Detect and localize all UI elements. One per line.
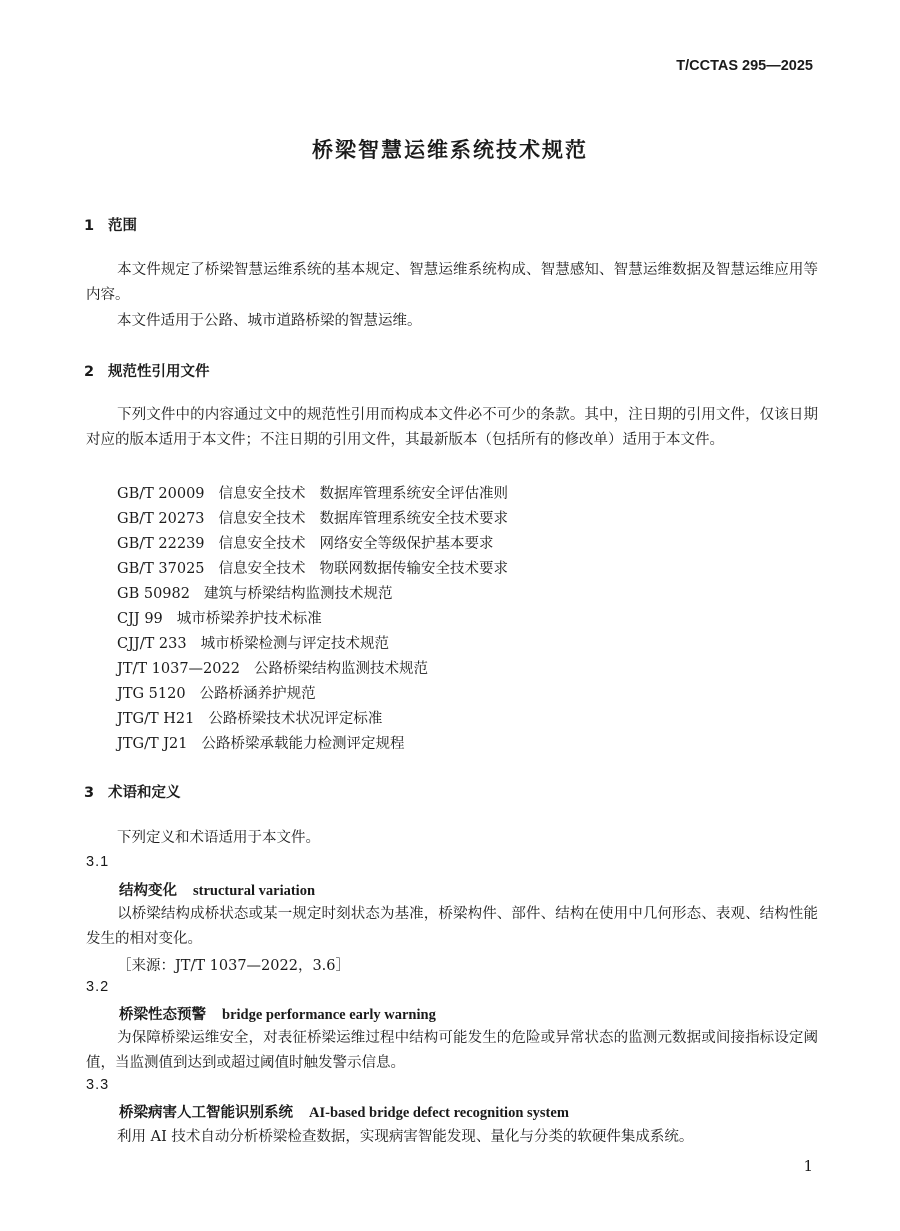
reference-item xyxy=(117,507,508,528)
section-number: 1 xyxy=(84,218,95,234)
reference-title: 物联网数据传输安全技术要求 xyxy=(319,561,509,577)
section-1-paragraph-2 xyxy=(86,309,818,334)
reference-title: 建筑与桥梁结构监测技术规范 xyxy=(203,586,393,602)
reference-code: CJJ/T 233 xyxy=(117,636,187,652)
reference-category: 信息安全技术 xyxy=(218,486,306,502)
section-1-paragraph-1 xyxy=(86,258,818,308)
page-number: 1 xyxy=(803,1157,813,1175)
paragraph-text: 本文件适用于公路、城市道路桥梁的智慧运维。 xyxy=(117,313,422,329)
reference-code: JTG/T J21 xyxy=(117,736,188,752)
section-1-heading xyxy=(84,214,137,235)
term-definition xyxy=(86,1026,818,1076)
reference-item xyxy=(117,557,508,578)
term-zh: 结构变化 xyxy=(119,882,177,899)
paragraph-text: 下列文件中的内容通过文中的规范性引用而构成本文件必不可少的条款。其中，注日期的引用文件，仅该日期对应的版本适用于本文件；不注日期的引用文件，其最新版本（包括所有的修改单）适用于本文件。 xyxy=(86,407,818,448)
reference-item xyxy=(117,707,382,728)
reference-item xyxy=(117,732,405,753)
reference-title: 公路桥梁结构监测技术规范 xyxy=(253,661,428,677)
definition-text: 为保障桥梁运维安全，对表征桥梁运维过程中结构可能发生的危险或异常状态的监测元数据或间接指标设定阈值，当监测值到达到或超过阈值时触发警示信息。 xyxy=(86,1030,818,1071)
reference-code: JT/T 1037—2022 xyxy=(117,661,240,677)
term-en: structural variation xyxy=(193,883,316,899)
definition-text: 利用 AI 技术自动分析桥梁检查数据，实现病害智能发现、量化与分类的软硬件集成系统。 xyxy=(117,1129,694,1145)
section-2-intro xyxy=(86,403,818,453)
section-2-heading xyxy=(84,360,210,381)
section-3-intro xyxy=(86,826,818,851)
term-heading xyxy=(119,1101,569,1122)
document-title: 桥梁智慧运维系统技术规范 xyxy=(312,138,588,162)
term-en: AI-based bridge defect recognition system xyxy=(309,1105,569,1121)
clause-number: 3.1 xyxy=(86,854,110,870)
term-heading xyxy=(119,879,315,900)
reference-item xyxy=(117,532,494,553)
reference-item xyxy=(117,582,392,603)
reference-category: 信息安全技术 xyxy=(218,536,306,552)
section-number: 3 xyxy=(84,785,95,801)
standard-code: T/CCTAS 295—2025 xyxy=(676,58,813,74)
reference-title: 数据库管理系统安全技术要求 xyxy=(319,511,509,527)
reference-title: 数据库管理系统安全评估准则 xyxy=(319,486,509,502)
clause-number: 3.2 xyxy=(86,979,110,995)
section-3-heading xyxy=(84,781,181,802)
reference-code: CJJ 99 xyxy=(117,611,163,627)
reference-title: 网络安全等级保护基本要求 xyxy=(319,536,494,552)
reference-item xyxy=(117,657,428,678)
section-title: 术语和定义 xyxy=(108,785,181,801)
paragraph-text: 本文件规定了桥梁智慧运维系统的基本规定、智慧运维系统构成、智慧感知、智慧运维数据及智慧运维应用等内容。 xyxy=(86,262,818,303)
reference-title: 公路桥梁技术状况评定标准 xyxy=(208,711,383,727)
paragraph-text: 下列定义和术语适用于本文件。 xyxy=(117,830,320,846)
reference-code: GB 50982 xyxy=(117,586,190,602)
reference-category: 信息安全技术 xyxy=(218,511,306,527)
reference-item xyxy=(117,607,322,628)
term-en: bridge performance early warning xyxy=(222,1007,436,1023)
reference-category: 信息安全技术 xyxy=(218,561,306,577)
definition-text: 以桥梁结构成桥状态或某一规定时刻状态为基准，桥梁构件、部件、结构在使用中几何形态、表观、结构性能发生的相对变化。 xyxy=(86,906,818,947)
section-title: 范围 xyxy=(108,218,137,234)
reference-code: GB/T 22239 xyxy=(117,536,205,552)
term-definition xyxy=(86,1125,818,1150)
section-number: 2 xyxy=(84,364,95,380)
reference-code: GB/T 20273 xyxy=(117,511,205,527)
reference-item xyxy=(117,482,508,503)
term-definition xyxy=(86,902,818,952)
reference-title: 城市桥梁养护技术标准 xyxy=(176,611,322,627)
term-source: ［来源：JT/T 1037—2022，3.6］ xyxy=(117,958,351,974)
reference-code: JTG 5120 xyxy=(117,686,186,702)
reference-title: 公路桥涵养护规范 xyxy=(199,686,316,702)
reference-item xyxy=(117,682,316,703)
reference-code: JTG/T H21 xyxy=(117,711,195,727)
reference-code: GB/T 20009 xyxy=(117,486,205,502)
reference-title: 城市桥梁检测与评定技术规范 xyxy=(200,636,390,652)
term-zh: 桥梁性态预警 xyxy=(119,1006,206,1023)
term-heading xyxy=(119,1003,436,1024)
reference-title: 公路桥梁承载能力检测评定规程 xyxy=(201,736,405,752)
reference-item xyxy=(117,632,389,653)
clause-number: 3.3 xyxy=(86,1077,110,1093)
section-title: 规范性引用文件 xyxy=(108,364,210,380)
term-zh: 桥梁病害人工智能识别系统 xyxy=(119,1104,293,1121)
reference-code: GB/T 37025 xyxy=(117,561,205,577)
